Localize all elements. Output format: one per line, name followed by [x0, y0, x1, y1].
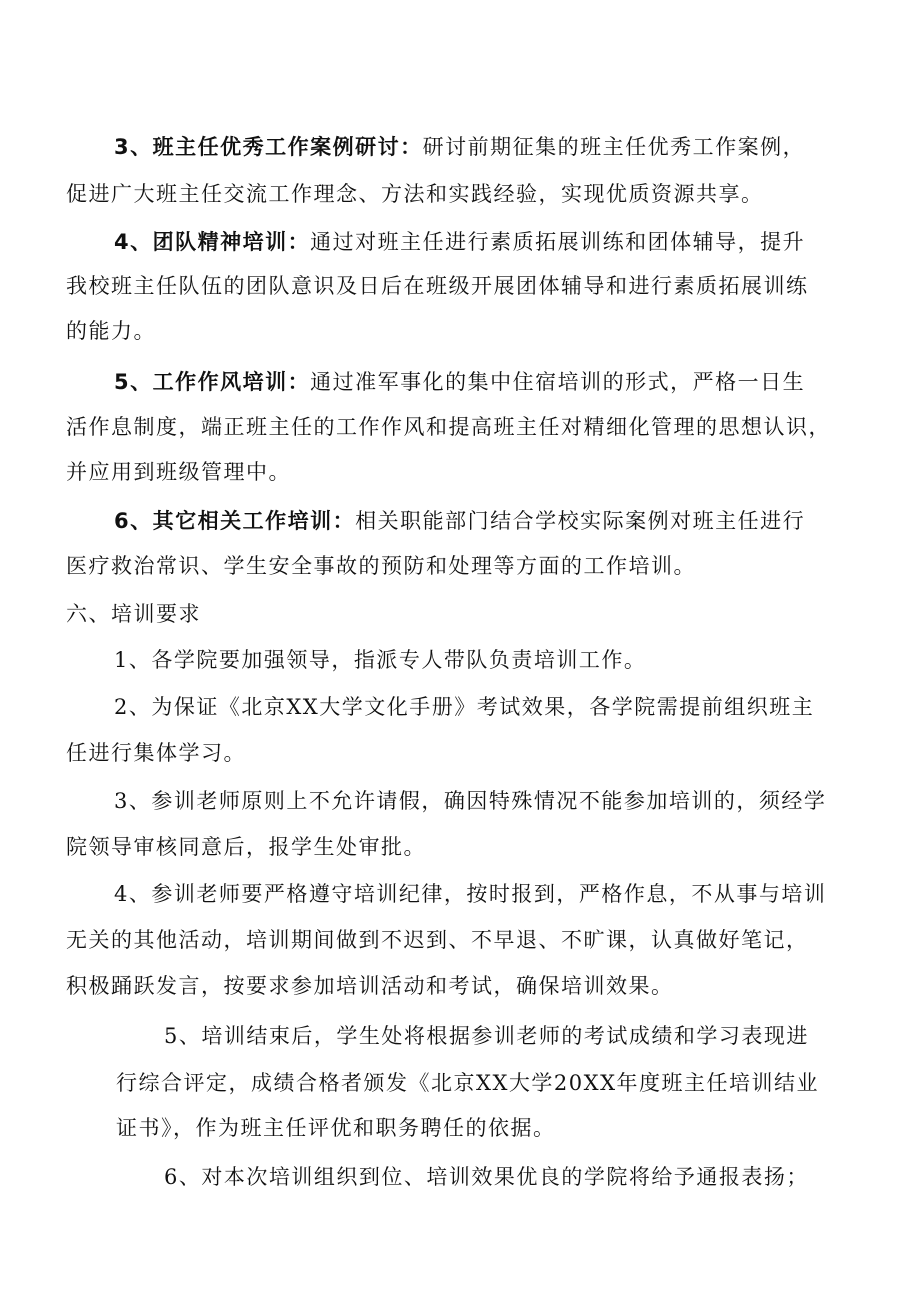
req2-line2: 任进行集体学习。 — [66, 741, 246, 765]
item3-heading: 3、班主任优秀工作案例研讨： — [114, 135, 423, 159]
req5-line3: 证书》，作为班主任评优和职务聘任的依据。 — [116, 1116, 556, 1140]
req4-line1: 4、参训老师要严格遵守培训纪律，按时报到，严格作息，不从事与培训 — [114, 882, 827, 906]
req5-line2: 行综合评定，成绩合格者颁发《北京XX大学20XX年度班主任培训结业 — [116, 1071, 820, 1095]
section6-title: 六、培训要求 — [66, 602, 201, 626]
req2-line1: 2、为保证《北京XX大学文化手册》考试效果，各学院需提前组织班主 — [114, 695, 815, 719]
item4-heading: 4、团队精神培训： — [114, 230, 311, 254]
item3-text: 研讨前期征集的班主任优秀工作案例， — [422, 135, 806, 159]
req4-line2: 无关的其他活动，培训期间做到不迟到、不早退、不旷课，认真做好笔记， — [66, 928, 809, 952]
item5-line1 — [114, 367, 805, 397]
item3-line1 — [114, 132, 805, 162]
item3-line2: 促进广大班主任交流工作理念、方法和实践经验，实现优质资源共享。 — [66, 182, 764, 206]
req6-line1: 6、对本次培训组织到位、培训效果优良的学院将给予通报表扬； — [164, 1165, 809, 1189]
item6-heading: 6、其它相关工作培训： — [114, 509, 356, 533]
item4-line3: 的能力。 — [66, 319, 156, 343]
item5-heading: 5、工作作风培训： — [114, 370, 311, 394]
req1-line1: 1、各学院要加强领导，指派专人带队负责培训工作。 — [114, 648, 647, 672]
req4-line3: 积极踊跃发言，按要求参加培训活动和考试，确保培训效果。 — [66, 974, 674, 998]
req3-line2: 院领导审核同意后，报学生处审批。 — [66, 835, 426, 859]
item5-line3: 并应用到班级管理中。 — [66, 460, 291, 484]
item6-text: 相关职能部门结合学校实际案例对班主任进行 — [355, 509, 806, 533]
item5-text: 通过准军事化的集中住宿培训的形式，严格一日生 — [310, 370, 806, 394]
item4-line2: 我校班主任队伍的团队意识及日后在班级开展团体辅导和进行素质拓展训练 — [66, 274, 809, 298]
item6-line2: 医疗救治常识、学生安全事故的预防和处理等方面的工作培训。 — [66, 554, 696, 578]
item4-text: 通过对班主任进行素质拓展训练和团体辅导，提升 — [310, 230, 806, 254]
item4-line1 — [114, 227, 805, 257]
req3-line1: 3、参训老师原则上不允许请假，确因特殊情况不能参加培训的，须经学 — [114, 789, 827, 813]
item5-line2: 活作息制度，端正班主任的工作作风和提高班主任对精细化管理的思想认识， — [66, 415, 831, 439]
req5-line1: 5、培训结束后，学生处将根据参训老师的考试成绩和学习表现进 — [164, 1024, 809, 1048]
item6-line1 — [114, 506, 805, 536]
